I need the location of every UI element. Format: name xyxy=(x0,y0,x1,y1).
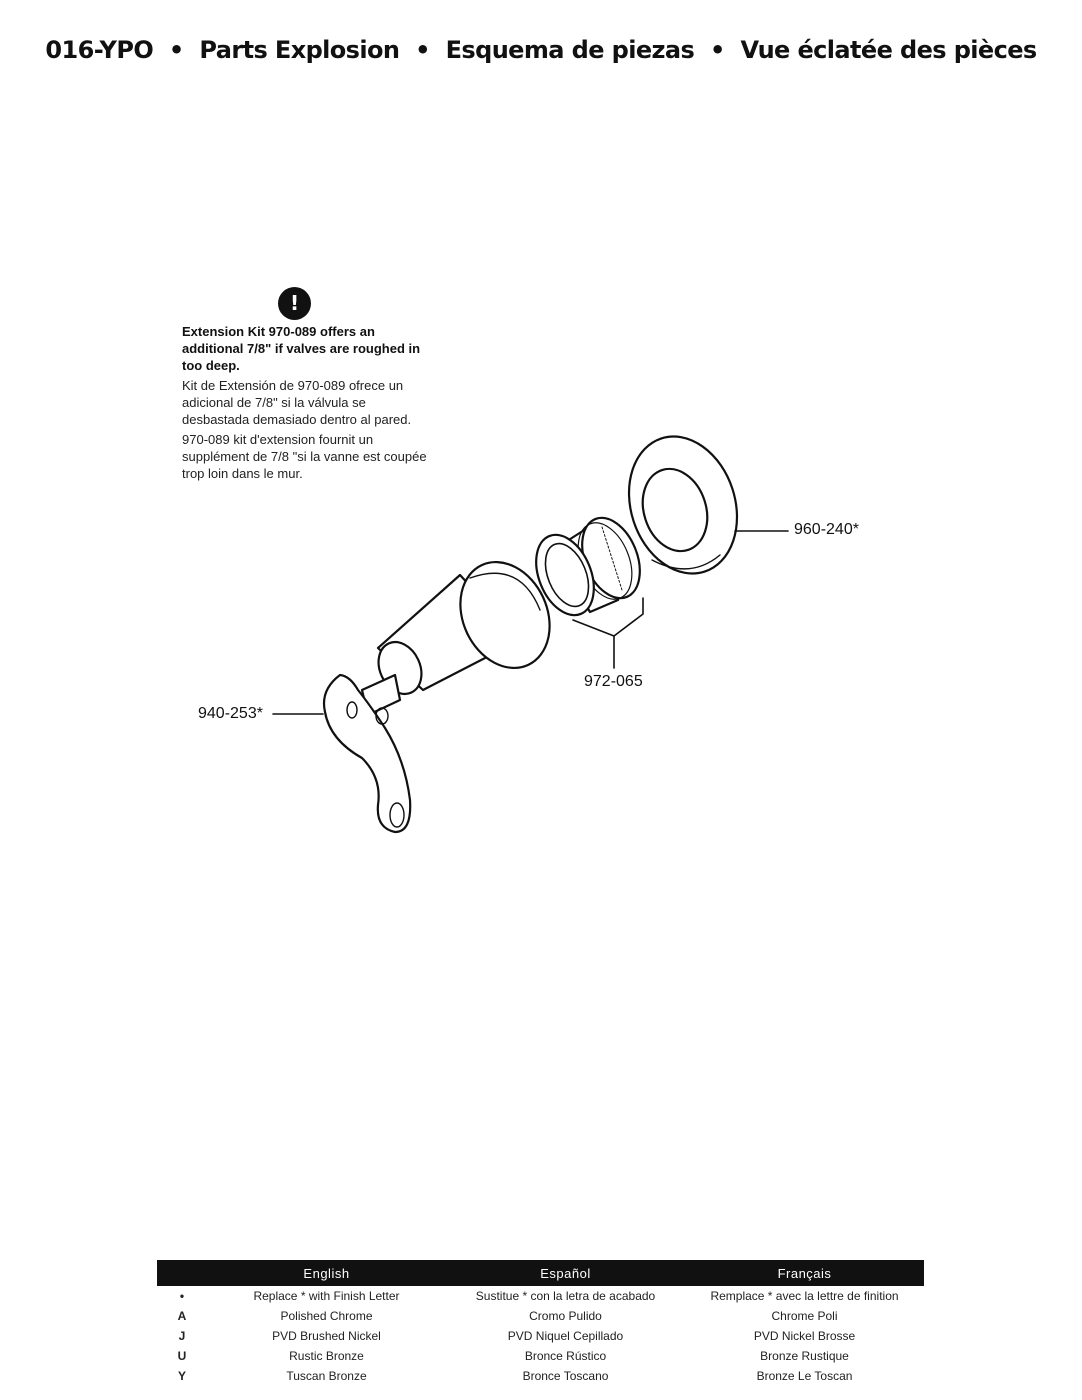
note-french: 970-089 kit d'extension fournit un supplément de 7/8 "si la vanne est coupée trop loin dans le mur. xyxy=(182,432,427,481)
part-label-handle: 940-253* xyxy=(198,705,263,722)
finish-code: J xyxy=(178,1329,186,1343)
part-label-flange: 960-240* xyxy=(794,521,859,538)
title-separator: • xyxy=(709,36,725,64)
header-french: Français xyxy=(685,1260,924,1286)
finish-french: Bronze Le Toscan xyxy=(756,1369,853,1383)
header-spanish: Español xyxy=(446,1260,685,1286)
finish-spanish: Cromo Pulido xyxy=(529,1309,602,1323)
part-label-extension: 972-065 xyxy=(584,673,643,690)
title-english: Parts Explosion xyxy=(199,36,400,64)
finish-english: Tuscan Bronze xyxy=(286,1369,367,1383)
finish-french: Bronze Rustique xyxy=(760,1349,849,1363)
warning-icon: ! xyxy=(278,287,311,320)
title-separator: • xyxy=(415,36,430,64)
finish-spanish: PVD Niquel Cepillado xyxy=(507,1329,624,1343)
title-separator: • xyxy=(168,36,184,64)
table-row xyxy=(157,1286,924,1306)
lever-handle-part xyxy=(324,675,410,832)
finish-french: Remplace * avec la lettre de finition xyxy=(710,1289,899,1303)
note-spanish: Kit de Extensión de 970-089 ofrece un adicional de 7/8" si la válvula se desbastada demasiado dentro al pared. xyxy=(182,378,412,427)
finish-spanish: Bronce Rústico xyxy=(524,1349,607,1363)
finish-english: Replace * with Finish Letter xyxy=(253,1289,400,1303)
table-row xyxy=(157,1366,924,1386)
header-code xyxy=(157,1260,207,1286)
finish-english: Polished Chrome xyxy=(280,1309,373,1323)
finish-spanish: Bronce Toscano xyxy=(522,1369,609,1383)
finish-english: PVD Brushed Nickel xyxy=(272,1329,381,1343)
table-row xyxy=(157,1346,924,1366)
header-english: English xyxy=(207,1260,446,1286)
finish-code: A xyxy=(177,1309,187,1323)
finish-spanish: Sustitue * con la letra de acabado xyxy=(475,1289,656,1303)
finish-code: • xyxy=(179,1289,185,1303)
finish-french: Chrome Poli xyxy=(771,1309,838,1323)
finish-table xyxy=(157,1260,924,1386)
title-french: Vue éclatée des pièces xyxy=(740,36,1037,64)
model-number: 016-YPO xyxy=(45,36,154,64)
note-english: Extension Kit 970-089 offers an additional 7/8" if valves are roughed in too deep. xyxy=(182,324,421,373)
title-spanish: Esquema de piezas xyxy=(445,36,695,64)
finish-code: U xyxy=(177,1349,187,1363)
finish-code: Y xyxy=(177,1369,186,1383)
finish-english: Rustic Bronze xyxy=(289,1349,364,1363)
table-row xyxy=(157,1326,924,1346)
table-row xyxy=(157,1306,924,1326)
finish-french: PVD Nickel Brosse xyxy=(753,1329,856,1343)
finish-table-header xyxy=(157,1260,924,1286)
